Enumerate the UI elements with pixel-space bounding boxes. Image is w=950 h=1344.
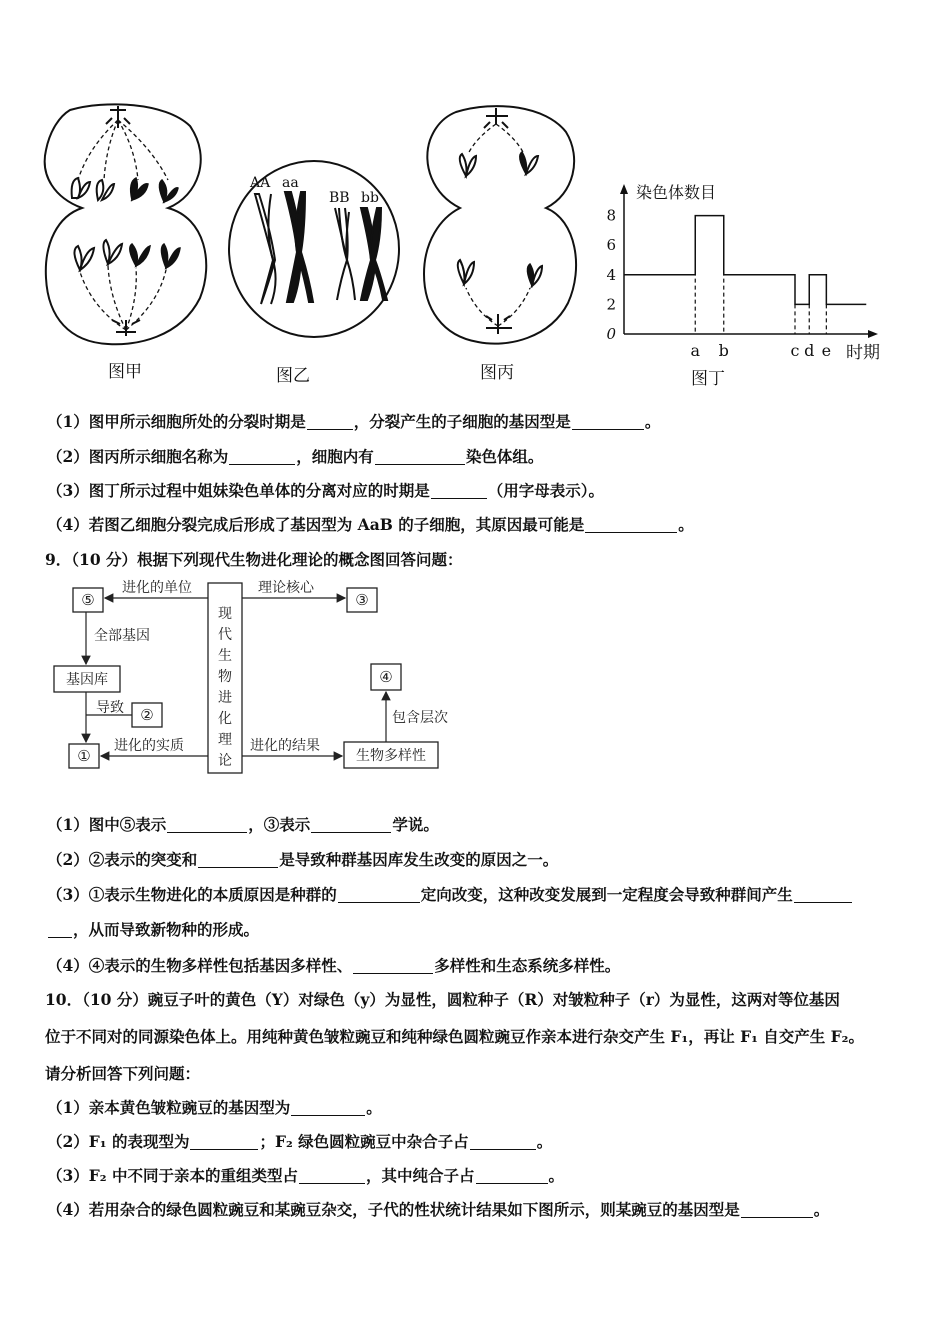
- q10-part3: （3）F₂ 中不同于亲本的重组类型占 ，其中纯合子占 。: [47, 1166, 565, 1185]
- x-axis-arrow: [868, 330, 878, 338]
- q8-p1-blank1[interactable]: [307, 414, 353, 431]
- q10-p1-blank[interactable]: [291, 1100, 365, 1117]
- q10-part2: （2）F₁ 的表现型为 ；F₂ 绿色圆粒豌豆中杂合子占 。: [47, 1132, 553, 1151]
- caption-yi: 图乙: [276, 366, 310, 386]
- chromosome-count-line: [624, 216, 866, 305]
- y-tick-label: 8: [606, 206, 616, 225]
- label-theory-core: 理论核心: [258, 580, 314, 596]
- marker-label-d: d: [804, 341, 815, 360]
- q9-concept-diagram: [52, 578, 472, 778]
- q9-p1-blank1[interactable]: [167, 817, 247, 834]
- y-tick-label: 2: [606, 295, 616, 314]
- y-tick-label: 6: [606, 236, 616, 255]
- q9-part3: （3）①表示生物进化的本质原因是种群的 定向改变，这种改变发展到一定程度会导致种群间产生: [0, 883, 950, 905]
- q9-header: 9．（10 分）根据下列现代生物进化理论的概念图回答问题：: [45, 550, 463, 569]
- q10-part4: （4）若用杂合的绿色圆粒豌豆和某豌豆杂交，子代的性状统计结果如下图所示，则某豌豆的基因型是 。: [47, 1200, 830, 1219]
- box-4: ④: [379, 668, 393, 686]
- center-theory-text: 现代生物进化理论: [218, 606, 232, 769]
- q10-intro-1: 10．（10 分）豌豆子叶的黄色（Y）对绿色（y）为显性，圆粒种子（R）对皱粒种子（r）为显性，这两对等位基因: [45, 990, 840, 1009]
- label-evolution-unit: 进化的单位: [122, 580, 192, 596]
- y-tick-label: 0: [606, 325, 616, 343]
- x-axis-label: 时期: [846, 343, 880, 363]
- q10-intro-3: 请分析回答下列问题：: [45, 1064, 201, 1083]
- marker-label-e: e: [821, 341, 832, 360]
- q8-p2-blank2[interactable]: [375, 449, 465, 466]
- caption-bing: 图丙: [480, 363, 514, 383]
- label-result: 进化的结果: [250, 738, 320, 754]
- y-axis-arrow: [620, 184, 628, 194]
- q10-intro-2: 位于不同对的同源染色体上。用纯种黄色皱粒豌豆和纯种绿色圆粒豌豆作亲本进行杂交产生 F₁，再让 F₁ 自交产生 F₂。: [45, 1027, 864, 1046]
- marker-label-c: c: [790, 341, 800, 360]
- q8-p1-blank2[interactable]: [572, 414, 644, 431]
- box-2: ②: [140, 706, 154, 724]
- label-AA: AA: [250, 175, 271, 191]
- q9-part3-cont: ，从而导致新物种的形成。: [0, 918, 950, 940]
- figure-ding-chart: [598, 176, 898, 396]
- label-lead-to: 导致: [96, 700, 124, 716]
- q10-p3-blank1[interactable]: [299, 1168, 365, 1185]
- q9-p3-blank2[interactable]: [794, 887, 852, 904]
- q8-p3-blank[interactable]: [431, 483, 487, 500]
- caption-jia: 图甲: [108, 362, 142, 382]
- q10-p4-blank[interactable]: [741, 1202, 813, 1219]
- q8-part3: （3）图丁所示过程中姐妹染色单体的分离对应的时期是 （用字母表示）。: [47, 481, 605, 500]
- q9-p2-blank[interactable]: [198, 852, 278, 869]
- q10-p2-blank1[interactable]: [190, 1134, 258, 1151]
- box-1: ①: [77, 747, 91, 765]
- label-bb: bb: [361, 190, 379, 206]
- label-essence: 进化的实质: [114, 738, 184, 754]
- q9-p4-blank[interactable]: [353, 958, 433, 975]
- caption-ding: 图丁: [691, 369, 725, 389]
- box-5: ⑤: [81, 591, 95, 609]
- label-BB: BB: [329, 190, 350, 206]
- q9-part1: （1）图中⑤表示 ，③表示 学说。: [47, 815, 439, 834]
- q10-p3-blank2[interactable]: [476, 1168, 548, 1185]
- figure-jia: [40, 98, 210, 356]
- q8-part4: （4）若图乙细胞分裂完成后形成了基因型为 AaB 的子细胞，其原因最可能是 。: [47, 515, 694, 534]
- q10-part1: （1）亲本黄色皱粒豌豆的基因型为 。: [47, 1098, 382, 1117]
- q9-part4: （4）④表示的生物多样性包括基因多样性、 多样性和生态系统多样性。: [47, 956, 621, 975]
- q9-p1-blank2[interactable]: [311, 817, 391, 834]
- marker-label-a: a: [690, 341, 701, 360]
- label-all-genes: 全部基因: [94, 628, 150, 644]
- y-axis-label: 染色体数目: [636, 183, 717, 202]
- y-tick-label: 4: [606, 265, 616, 284]
- q8-part1: （1）图甲所示细胞所处的分裂时期是 ，分裂产生的子细胞的基因型是 。: [47, 412, 661, 431]
- q10-p2-blank2[interactable]: [470, 1134, 536, 1151]
- q8-part2: （2）图丙所示细胞名称为 ，细胞内有 染色体组。: [47, 447, 544, 466]
- q8-p2-blank1[interactable]: [229, 449, 295, 466]
- q8-p4-blank[interactable]: [585, 517, 677, 534]
- box-3: ③: [355, 591, 369, 609]
- q9-p3-blank2-cont[interactable]: [48, 922, 72, 939]
- figure-yi: [225, 152, 403, 342]
- box-gene-pool: 基因库: [66, 672, 108, 688]
- label-levels: 包含层次: [392, 710, 448, 726]
- box-diversity: 生物多样性: [356, 748, 426, 764]
- label-aa: aa: [282, 175, 299, 191]
- marker-label-b: b: [718, 341, 729, 360]
- q9-p3-blank1[interactable]: [338, 887, 420, 904]
- figure-bing: [416, 98, 582, 356]
- q9-part2: （2）②表示的突变和 是导致种群基因库发生改变的原因之一。: [47, 850, 559, 869]
